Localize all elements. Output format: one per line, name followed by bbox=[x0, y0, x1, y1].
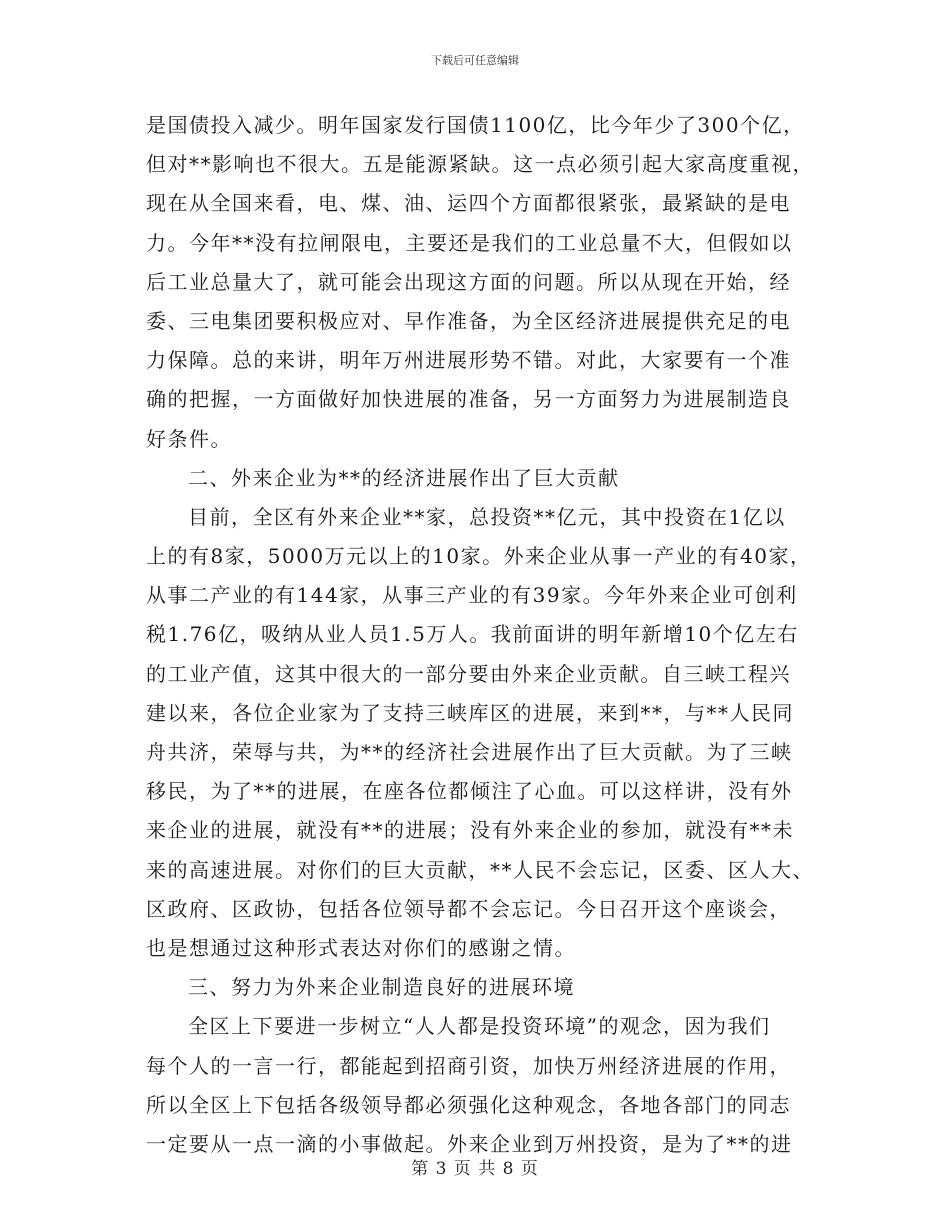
text-line: 来的高速进展。对你们的巨大贡献，**人民不会忘记，区委、区人大、 bbox=[146, 857, 814, 882]
text-line: 确的把握，一方面做好加快进展的准备，另一方面努力为进展制造良 bbox=[146, 387, 791, 412]
text-line: 的工业产值，这其中很大的一部分要由外来企业贡献。自三峡工程兴 bbox=[146, 661, 791, 686]
text-line: 移民，为了**的进展，在座各位都倾注了心血。可以这样讲，没有外 bbox=[146, 779, 793, 804]
text-line: 每个人的一言一行，都能起到招商引资，加快万州经济进展的作用， bbox=[146, 1053, 791, 1078]
text-line: 来企业的进展，就没有**的进展；没有外来企业的参加，就没有**未 bbox=[146, 818, 794, 843]
text-line: 也是想通过这种形式表达对你们的感谢之情。 bbox=[146, 935, 576, 960]
section-heading: 三、努力为外来企业制造良好的进展环境 bbox=[188, 975, 575, 1000]
text-line: 委、三电集团要积极应对、早作准备，为全区经济进展提供充足的电 bbox=[146, 308, 791, 333]
text-line: 上的有8家，5000万元以上的10家。外来企业从事一产业的有40家， bbox=[146, 544, 812, 569]
text-line: 好条件。 bbox=[146, 426, 232, 451]
text-line: 力。今年**没有拉闸限电，主要还是我们的工业总量不大，但假如以 bbox=[146, 230, 793, 255]
text-line: 但对**影响也不很大。五是能源紧缺。这一点必须引起大家高度重视， bbox=[146, 152, 814, 177]
document-body bbox=[146, 106, 814, 1164]
page-footer: 第 3 页 共 8 页 bbox=[411, 1159, 539, 1179]
text-line: 所以全区上下包括各级领导都必须强化这种观念，各地各部门的同志 bbox=[146, 1092, 791, 1117]
text-line: 力保障。总的来讲，明年万州进展形势不错。对此，大家要有一个准 bbox=[146, 348, 791, 373]
text-line: 从事二产业的有144家，从事三产业的有39家。今年外来企业可创利 bbox=[146, 583, 798, 608]
text-line: 舟共济，荣辱与共，为**的经济社会进展作出了巨大贡献。为了三峡 bbox=[146, 740, 793, 764]
text-line: 后工业总量大了，就可能会出现这方面的问题。所以从现在开始，经 bbox=[146, 269, 791, 294]
page-header: 下载后可任意编辑 bbox=[431, 54, 519, 67]
section-heading: 二、外来企业为**的经济进展作出了巨大贡献 bbox=[188, 465, 620, 490]
text-line: 是国债投入减少。明年国家发行国债1100亿，比今年少了300个亿， bbox=[146, 113, 805, 137]
text-line: 现在从全国来看，电、煤、油、运四个方面都很紧张，最紧缺的是电 bbox=[146, 191, 791, 216]
text-line: 税1.76亿，吸纳从业人员1.5万人。我前面讲的明年新增10个亿左右 bbox=[146, 622, 799, 647]
text-line: 建以来，各位企业家为了支持三峡库区的进展，来到**，与**人民同 bbox=[146, 700, 794, 725]
text-line: 目前，全区有外来企业**家，总投资**亿元，其中投资在1亿以 bbox=[188, 504, 786, 529]
text-line: 区政府、区政协，包括各位领导都不会忘记。今日召开这个座谈会， bbox=[146, 896, 791, 921]
text-line: 全区上下要进一步树立“人人都是投资环境”的观念，因为我们 bbox=[188, 1014, 771, 1039]
text-line: 一定要从一点一滴的小事做起。外来企业到万州投资，是为了**的进 bbox=[146, 1131, 793, 1156]
